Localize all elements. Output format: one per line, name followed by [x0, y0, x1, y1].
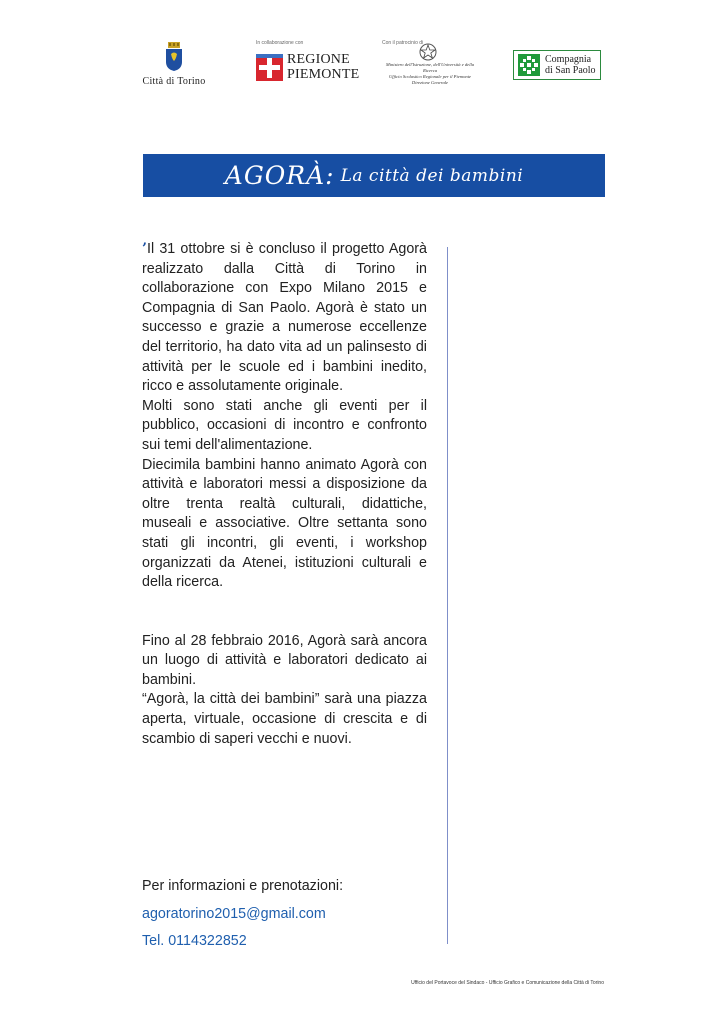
miur-line3: Direzione Generale	[411, 80, 449, 85]
article-body	[142, 240, 427, 749]
italian-emblem-icon	[418, 42, 438, 62]
citta-di-torino-logo	[128, 42, 220, 87]
compagnia-line1: Compagnia	[545, 54, 592, 65]
piemonte-name-line1: REGIONE	[287, 52, 350, 67]
paragraph-spacer	[142, 593, 427, 632]
piemonte-collab-note: In collaborazione con	[256, 40, 304, 46]
article-paragraph-2: Molti sono stati anche gli eventi per il pubblico, occasioni di incontro e confronto sui temi dell'alimentazione.	[142, 397, 427, 453]
banner-title-main: AGORÀ:	[224, 161, 335, 190]
ministero-logo	[382, 38, 478, 88]
contact-phone-link[interactable]: Tel. 0114322852	[142, 933, 247, 949]
column-divider	[447, 247, 448, 944]
miur-line2: Ufficio Scolastico Regionale per il Piemonte	[388, 74, 472, 79]
compagnia-name	[545, 54, 596, 76]
contact-label: Per informazioni e prenotazioni:	[142, 878, 344, 894]
compagnia-san-paolo-logo	[513, 50, 601, 80]
miur-text	[382, 62, 478, 86]
piemonte-name-line2: PIEMONTE	[287, 67, 360, 82]
footer-credit: Ufficio del Portavoce del Sindaco - Ufficio Grafico e Comunicazione della Città di Torino	[411, 980, 604, 986]
banner-title-sub: La città dei bambini	[340, 165, 524, 186]
contact-info	[142, 878, 344, 949]
banner-title	[143, 154, 605, 197]
article-paragraph-4: Fino al 28 febbraio 2016, Agorà sarà ancora un luogo di attività e laboratori dedicato ai bambini.	[142, 632, 427, 688]
title-banner	[143, 154, 605, 197]
compagnia-line2: di San Paolo	[545, 65, 596, 76]
article-paragraph-3: Diecimila bambini hanno animato Agorà con attività e laboratori messi a disposizione da oltre trenta realtà culturali, didattiche, museali e associative. Oltre settanta sono stati gli incontri, gli eventi, i workshop organizzati da Atenei, istituzioni culturali e della ricerca.	[142, 456, 427, 591]
partner-logos	[0, 38, 725, 88]
compagnia-mark-icon	[518, 54, 540, 76]
article-paragraph-1-text: Il 31 ottobre si è concluso il progetto Agorà realizzato dalla Città di Torino in collaborazione con Expo Milano 2015 e Compagnia di San Paolo. Agorà è stato un successo e grazie a numerose eccellenze del territorio, ha dato vita ad un palinsesto di attività per le scuole ed i bambini inedito, ricco e assolutamente originale.	[142, 241, 427, 395]
torino-crest-icon	[163, 42, 185, 72]
contact-email-link[interactable]: agoratorino2015@gmail.com	[142, 906, 326, 922]
piemonte-flag-icon	[256, 54, 283, 81]
torino-logo-text: Città di Torino	[142, 76, 206, 87]
article-paragraph-5: “Agorà, la città dei bambini” sarà una piazza aperta, virtuale, occasione di crescita e di scambio di saperi vecchi e nuovi.	[142, 691, 427, 747]
miur-patrocinio-note: Con il patrocinio di	[382, 40, 424, 46]
regione-piemonte-logo	[256, 40, 366, 84]
miur-line1: Ministero dell'Istruzione, dell'Università e della Ricerca	[385, 62, 475, 73]
piemonte-name	[287, 52, 359, 82]
article-paragraph-1	[142, 240, 427, 397]
quote-mark: ’	[142, 241, 147, 257]
